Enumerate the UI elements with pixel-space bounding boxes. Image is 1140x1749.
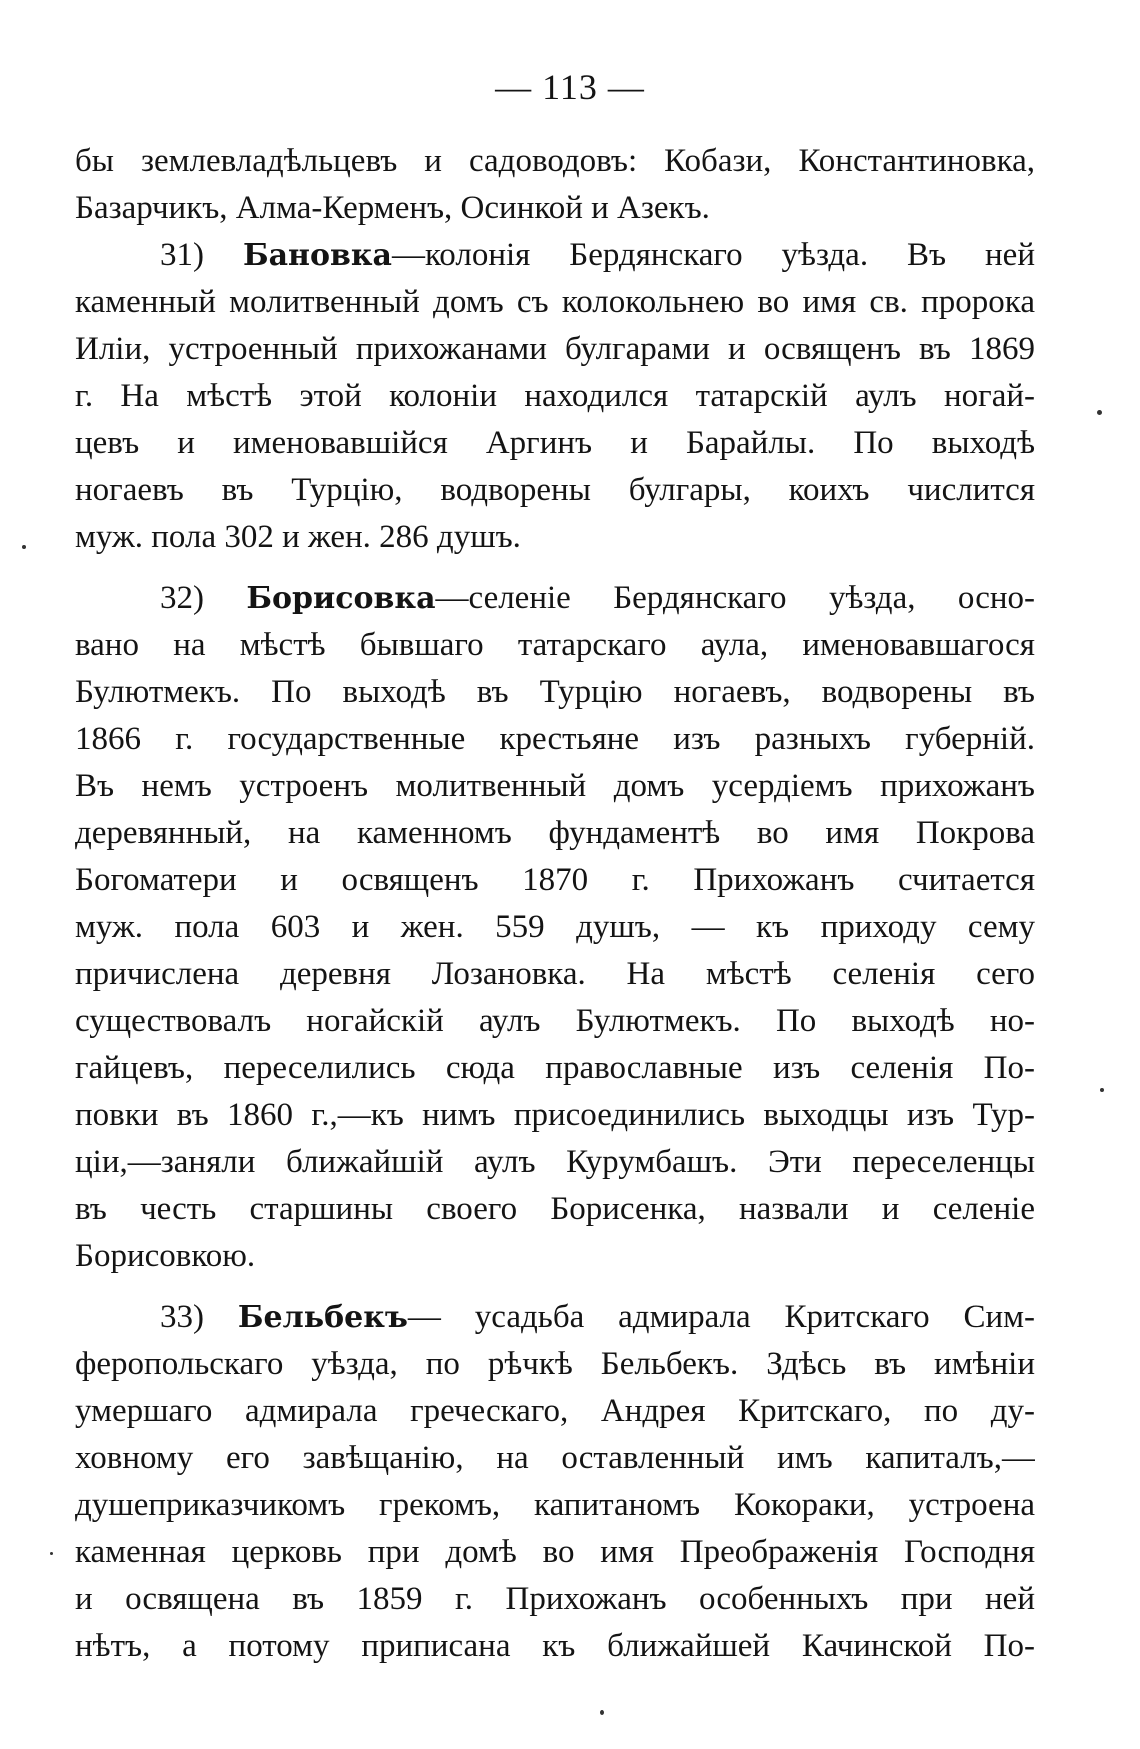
entry-number: 32) xyxy=(160,580,204,616)
entry-first-line xyxy=(75,1294,1035,1341)
text-line: каменный молитвенный домъ съ колокольнею во имя св. пророка xyxy=(75,284,1035,320)
text-line: Булютмекъ. По выходѣ въ Турцію ногаевъ, водворены въ xyxy=(75,674,1035,710)
text-line: душеприказчикомъ грекомъ, капитаномъ Кокораки, устроена xyxy=(75,1487,1035,1523)
scan-speck xyxy=(1097,410,1102,415)
paragraph-gap xyxy=(75,1280,1035,1294)
entry-heading: Борисовка xyxy=(246,581,436,616)
text-line: цевъ и именовавшійся Аргинъ и Барайлы. По выходѣ xyxy=(75,425,1035,461)
text-line: Въ немъ устроенъ молитвенный домъ усердіемъ прихожанъ xyxy=(75,768,1035,804)
text-line: гайцевъ, переселились сюда православные изъ селенія По- xyxy=(75,1050,1035,1086)
paragraph-continuation xyxy=(75,138,1035,232)
text-line: каменная церковь при домѣ во имя Преображенія Господня xyxy=(75,1534,1035,1570)
text-line: г. На мѣстѣ этой колоніи находился татарскій аулъ ногай- xyxy=(75,378,1035,414)
text-line: ховному его завѣщанію, на оставленный имъ капиталъ,— xyxy=(75,1440,1035,1476)
page-number: — 113 — xyxy=(495,67,645,107)
text-body xyxy=(75,138,1035,1670)
entry-31 xyxy=(75,232,1035,561)
scan-speck xyxy=(50,1552,53,1555)
text-line: деревянный, на каменномъ фундаментѣ во имя Покрова xyxy=(75,815,1035,851)
text-line: умершаго адмирала греческаго, Андрея Критскаго, по ду- xyxy=(75,1393,1035,1429)
scan-speck xyxy=(22,545,26,549)
text-line: феропольскаго уѣзда, по рѣчкѣ Бельбекъ. Здѣсь въ имѣніи xyxy=(75,1346,1035,1382)
entry-first-line xyxy=(75,232,1035,279)
entry-heading: Бельбекъ xyxy=(237,1300,408,1335)
entry-number: 33) xyxy=(160,1299,204,1335)
text-line: существовалъ ногайскій аулъ Булютмекъ. По выходѣ но- xyxy=(75,1003,1035,1039)
text-line: бы землевладѣльцевъ и садоводовъ: Кобази, Константиновка, xyxy=(75,143,1035,179)
entry-33 xyxy=(75,1294,1035,1670)
text-line: 1866 г. государственные крестьяне изъ разныхъ губерній. xyxy=(75,721,1035,757)
text-line: Богоматери и освященъ 1870 г. Прихожанъ считается xyxy=(75,862,1035,898)
entry-first-line-text: — усадьба адмирала Критскаго Сим- xyxy=(407,1299,1035,1335)
paragraph-gap xyxy=(75,561,1035,575)
text-line: Иліи, устроенный прихожанами булгарами и освященъ въ 1869 xyxy=(75,331,1035,367)
entry-heading: Бановка xyxy=(242,238,392,273)
text-line: муж. пола 603 и жен. 559 душъ, — къ приходу сему xyxy=(75,909,1035,945)
entry-first-line-text: —колонія Бердянскаго уѣзда. Въ ней xyxy=(391,237,1035,273)
entry-number: 31) xyxy=(160,237,204,273)
scan-speck xyxy=(600,1710,604,1715)
text-line: вано на мѣстѣ бывшаго татарскаго аула, именовавшагося xyxy=(75,627,1035,663)
text-line: муж. пола 302 и жен. 286 душъ. xyxy=(75,519,521,555)
text-line: Базарчикъ, Алма-Керменъ, Осинкой и Азекъ. xyxy=(75,190,710,226)
entry-first-line-text: —селеніе Бердянскаго уѣзда, осно- xyxy=(435,580,1035,616)
text-line: повки въ 1860 г.,—къ нимъ присоединились выходцы изъ Тур- xyxy=(75,1097,1035,1133)
text-line: въ честь старшины своего Борисенка, назвали и селеніе xyxy=(75,1191,1035,1227)
text-line: ціи,—заняли ближайшій аулъ Курумбашъ. Эти переселенцы xyxy=(75,1144,1035,1180)
text-line: ногаевъ въ Турцію, водворены булгары, коихъ числится xyxy=(75,472,1035,508)
text-line: нѣтъ, а потому приписана къ ближайшей Качинской По- xyxy=(75,1628,1035,1664)
entry-first-line xyxy=(75,575,1035,622)
text-line: Борисовкою. xyxy=(75,1238,256,1274)
text-line: и освящена въ 1859 г. Прихожанъ особенныхъ при ней xyxy=(75,1581,1035,1617)
entry-32 xyxy=(75,575,1035,1280)
text-line: причислена деревня Лозановка. На мѣстѣ селенія сего xyxy=(75,956,1035,992)
scan-speck xyxy=(1100,1088,1104,1092)
